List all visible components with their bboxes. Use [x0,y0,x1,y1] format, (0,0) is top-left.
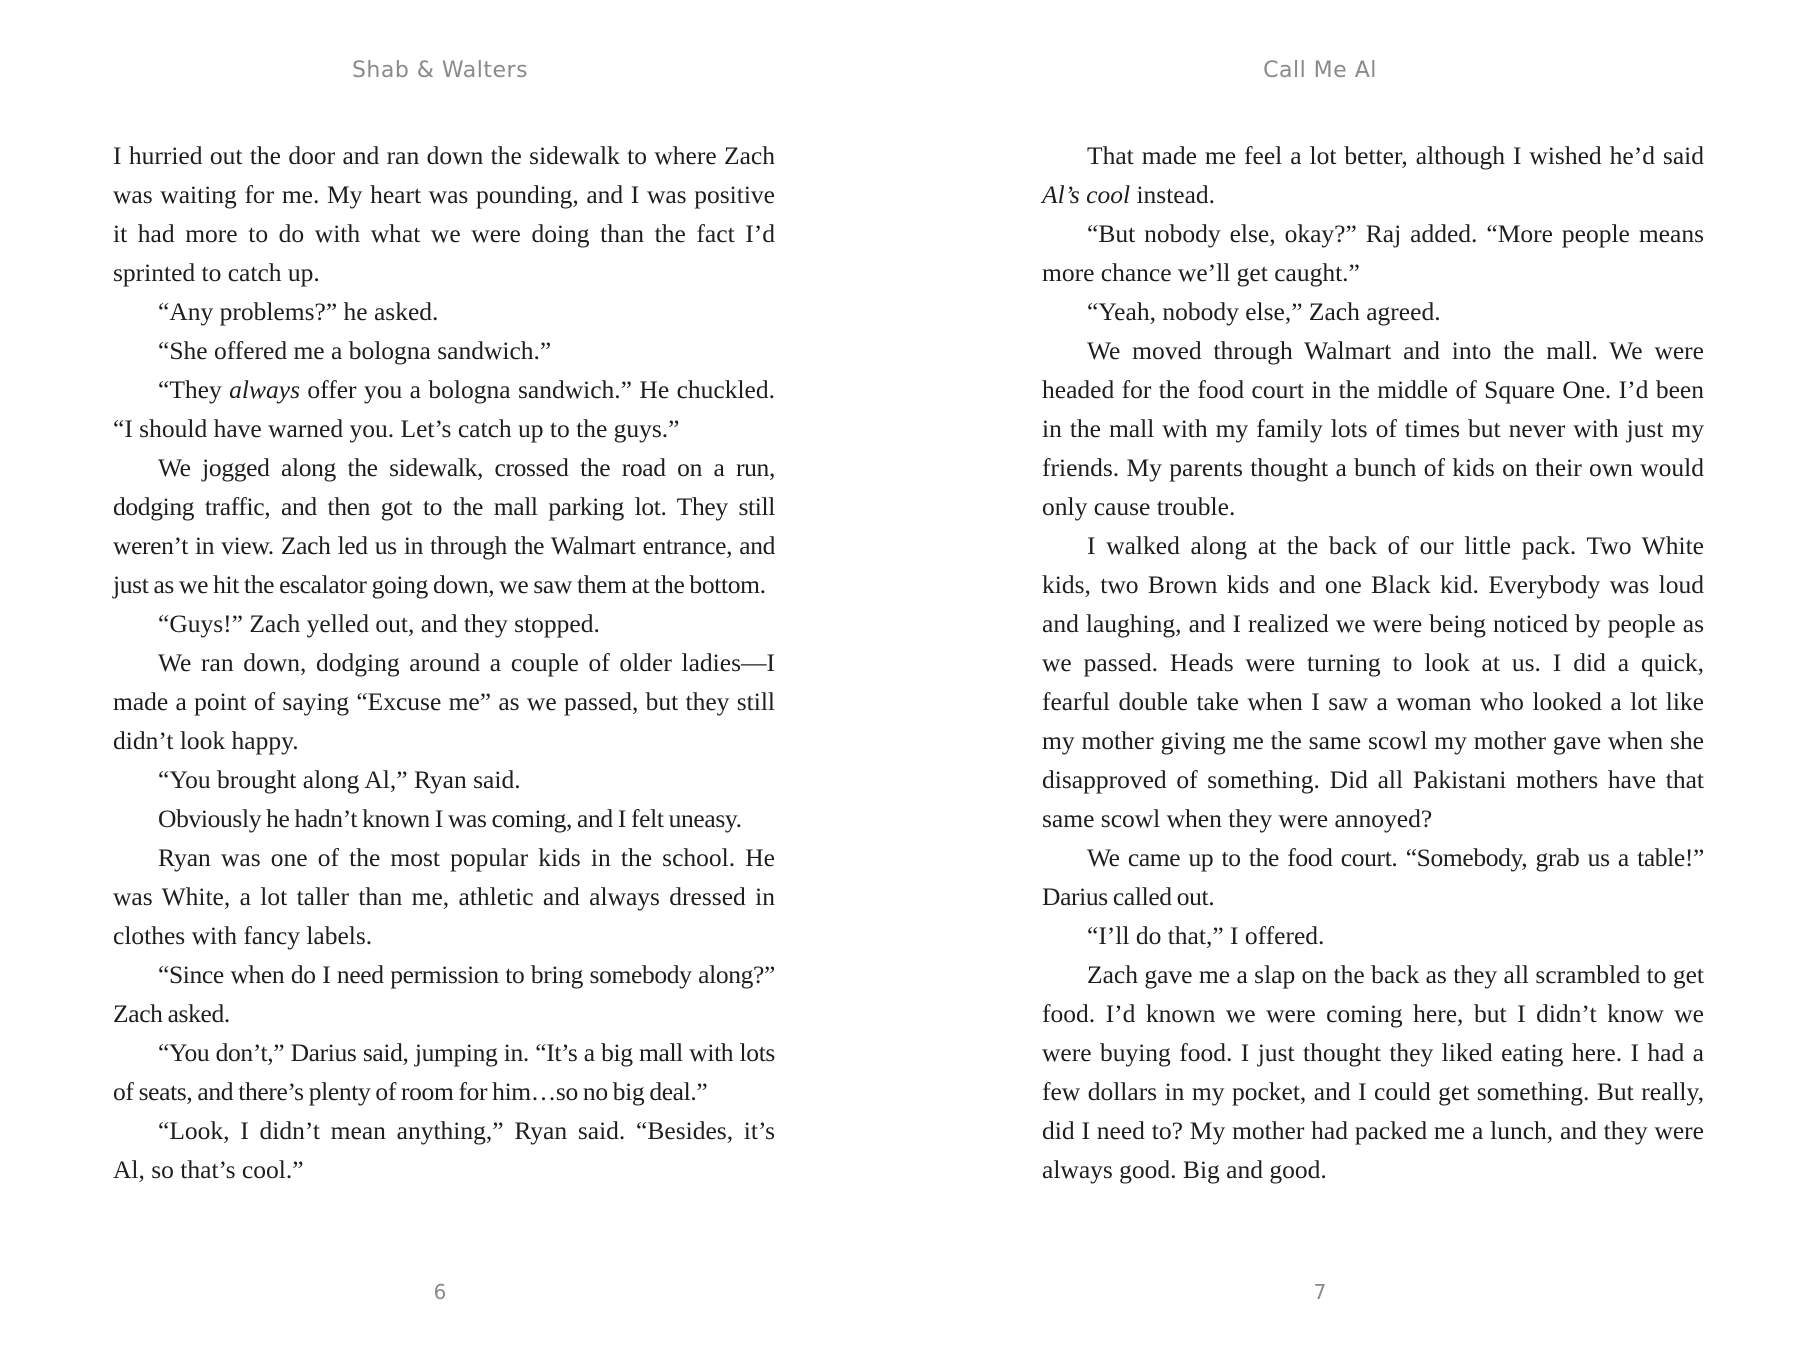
paragraph: Ryan was one of the most popular kids in the school. He was White, a lot taller than me, athletic and always dressed in clothes with fancy labels. [113,843,775,950]
page-number: 6 [433,1280,447,1304]
paragraph: We moved through Walmart and into the mall. We were headed for the food court in the middle of Square One. I’d been in the mall with my family lots of times but never with just my friends. My parents thought a bunch of kids on their own would only cause trouble. [1042,336,1704,521]
paragraph: “Any problems?” he asked. [158,297,439,326]
page-number: 7 [1313,1280,1327,1304]
right-page [900,0,1800,1350]
emphasis-text: Al’s cool [1042,180,1131,209]
emphasis-text: always [229,375,300,404]
paragraph: That made me feel a lot better, although I wished he’d said Al’s cool instead. [1042,141,1704,209]
paragraph: We came up to the food court. “Somebody, grab us a table!” Darius called out. [1042,843,1704,911]
paragraph: We ran down, dodging around a couple of older ladies—I made a point of saying “Excuse me” as we passed, but they still didn’t look happy. [113,648,775,755]
paragraph: I hurried out the door and ran down the sidewalk to where Zach was waiting for me. My heart was pounding, and I was positive it had more to do with what we were doing than the fact I’d sprinted to catch up. [113,141,775,287]
paragraph: “Look, I didn’t mean anything,” Ryan said. “Besides, it’s Al, so that’s cool.” [113,1116,775,1184]
left-page-body [113,136,775,1189]
paragraph: “Guys!” Zach yelled out, and they stopped. [158,609,600,638]
right-page-body [1042,136,1704,1189]
paragraph: Zach gave me a slap on the back as they all scrambled to get food. I’d known we were coming here, but I didn’t know we were buying food. I just thought they liked eating here. I had a few dollars in my pocket, and I could get something. But really, did I need to? My mother had packed me a lunch, and they were always good. Big and good. [1042,960,1704,1184]
paragraph: “Since when do I need permission to bring somebody along?” Zach asked. [113,960,775,1028]
paragraph: “They always offer you a bologna sandwich.” He chuckled. “I should have warned you. Let’s catch up to the guys.” [113,375,775,443]
running-head-authors: Shab & Walters [351,58,529,83]
paragraph: “Yeah, nobody else,” Zach agreed. [1087,297,1441,326]
running-head-title: Call Me Al [1263,58,1377,83]
paragraph: “You brought along Al,” Ryan said. [158,765,521,794]
paragraph: “I’ll do that,” I offered. [1087,921,1325,950]
paragraph: I walked along at the back of our little pack. Two White kids, two Brown kids and one Black kid. Everybody was loud and laughing, and I realized we were being noticed by people as we passed. Heads were turning to look at us. I did a quick, fearful double take when I saw a woman who looked a lot like my mother giving me the same scowl my mother gave when she disapproved of something. Did all Pakistani mothers have that same scowl when they were annoyed? [1042,531,1704,833]
paragraph: “She offered me a bologna sandwich.” [158,336,552,365]
paragraph: “But nobody else, okay?” Raj added. “More people means more chance we’ll get caught.” [1042,219,1704,287]
paragraph: We jogged along the sidewalk, crossed the road on a run, dodging traffic, and then got to the mall parking lot. They still weren’t in view. Zach led us in through the Walmart entrance, and just as we hit the escalator going down, we saw them at the bottom. [113,453,775,599]
paragraph: “You don’t,” Darius said, jumping in. “It’s a big mall with lots of seats, and there’s plenty of room for him…so no big deal.” [113,1038,775,1106]
paragraph: Obviously he hadn’t known I was coming, and I felt uneasy. [158,804,742,833]
